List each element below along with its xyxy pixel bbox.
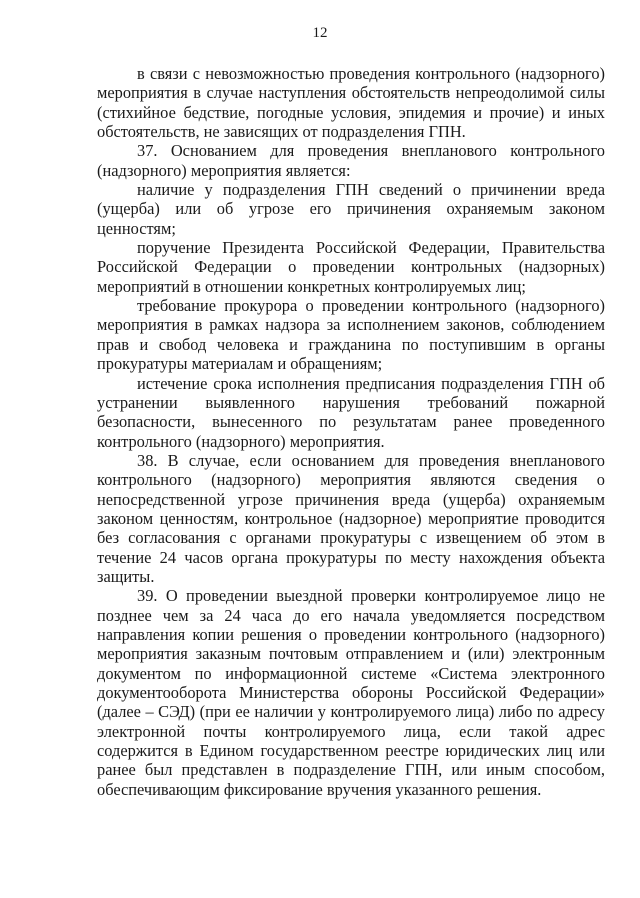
document-body [97, 64, 605, 799]
page-number: 12 [312, 25, 328, 41]
paragraph-ground-order-expiry: истечение срока исполнения предписания подразделения ГПН об устранении выявленного нарушения требований пожарной безопасности, вынесенного по результатам ранее проведенного контрольного (надзорного) мероприятия. [97, 373, 605, 451]
paragraph-item-38: 38. В случае, если основанием для проведения внепланового контрольного (надзорного) мероприятия являются сведения о непосредственной угрозе причинения вреда (ущерба) охраняемым законом ценностям, контрольное (надзорное) мероприятие проводится без согласования с органами прокуратуры с извещением об этом в течение 24 часов органа прокуратуры по месту нахождения объекта защиты. [97, 450, 605, 586]
paragraph-ground-prosecutor-demand: требование прокурора о проведении контрольного (надзорного) мероприятия в рамках надзора за исполнением законов, соблюдением прав и свобод человека и гражданина по поступившим в органы прокуратуры материалам и обращениям; [97, 296, 605, 374]
paragraph-continuation: в связи с невозможностью проведения контрольного (надзорного) мероприятия в случае наступления обстоятельств непреодолимой силы (стихийное бедствие, погодные условия, эпидемия и прочие) и иных обстоятельств, не зависящих от подразделения ГПН. [97, 64, 605, 142]
paragraph-item-39: 39. О проведении выездной проверки контролируемое лицо не позднее чем за 24 часа до его начала уведомляется посредством направления копии решения о проведении контрольного (надзорного) мероприятия заказным почтовым отправлением и (или) электронным документом по информационной системе «Система электронного документооборота Министерства обороны Российской Федерации» (далее – СЭД) (при ее наличии у контролируемого лица) либо по адресу электронной почты контролируемого лица, если такой адрес содержится в Едином государственном реестре юридических лиц или ранее был представлен в подразделение ГПН, или иным способом, обеспечивающим фиксирование вручения указанного решения. [97, 586, 605, 799]
paragraph-item-37: 37. Основанием для проведения внепланового контрольного (надзорного) мероприятия является: [97, 141, 605, 180]
paragraph-ground-harm-info: наличие у подразделения ГПН сведений о причинении вреда (ущерба) или об угрозе его причинения охраняемым законом ценностям; [97, 180, 605, 238]
paragraph-ground-president-order: поручение Президента Российской Федерации, Правительства Российской Федерации о проведении контрольных (надзорных) мероприятий в отношении конкретных контролируемых лиц; [97, 238, 605, 296]
